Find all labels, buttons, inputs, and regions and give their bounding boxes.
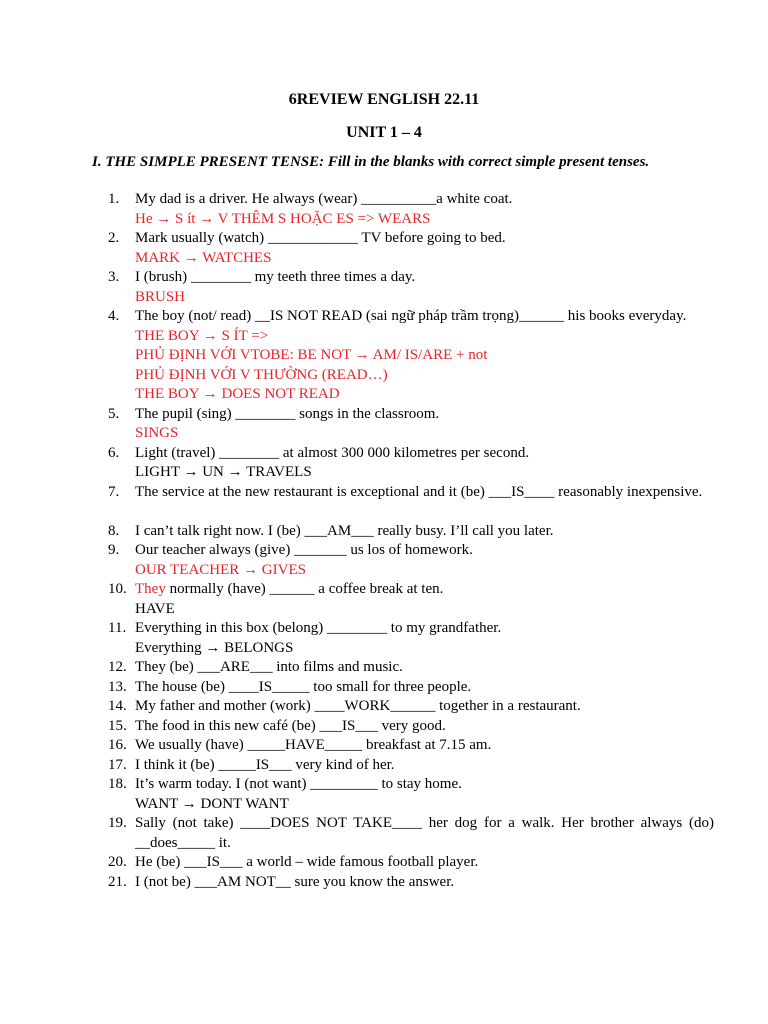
exercise-answer-note: WANT → DONT WANT <box>135 795 289 812</box>
exercise-question <box>135 814 714 853</box>
exercise-question <box>135 268 714 288</box>
exercise-item <box>0 678 768 698</box>
exercise-question <box>135 697 714 717</box>
exercise-item <box>0 619 768 658</box>
exercise-question <box>135 619 714 639</box>
exercise-question-text: Our teacher always (give) _______ us los of homework. <box>135 542 473 558</box>
exercise-question-text: It’s warm today. I (not want) _________ to stay home. <box>135 776 462 792</box>
exercise-item <box>0 756 768 776</box>
exercise-item <box>0 658 768 678</box>
exercise-question <box>135 717 714 737</box>
exercise-number: 21. <box>108 873 127 890</box>
exercise-item <box>0 736 768 756</box>
exercise-item <box>0 444 768 483</box>
exercise-answer-note: HAVE <box>135 600 175 617</box>
exercise-question-text: They (be) ___ARE___ into films and music. <box>135 659 403 675</box>
exercise-number: 20. <box>108 854 127 870</box>
exercise-answer-note: THE BOY → DOES NOT READ <box>135 386 340 402</box>
exercise-item <box>0 873 768 893</box>
exercise-question <box>135 775 714 795</box>
exercise-question-text: We usually (have) _____HAVE_____ breakfast at 7.15 am. <box>135 737 492 753</box>
exercise-body <box>135 697 714 717</box>
exercise-body <box>135 541 714 580</box>
exercise-question <box>135 541 714 561</box>
exercise-body <box>135 814 714 853</box>
exercise-number: 4. <box>108 308 120 324</box>
exercise-body <box>135 483 714 503</box>
exercise-answer-note: SINGS <box>135 425 179 441</box>
exercise-body <box>135 658 714 678</box>
exercise-item <box>0 307 768 405</box>
exercise-answer-note: He → S ít → V THÊM S HOẶC ES => WEARS <box>135 210 431 227</box>
exercise-list <box>0 190 768 892</box>
exercise-body <box>135 717 714 737</box>
exercise-question-text: The pupil (sing) ________ songs in the classroom. <box>135 405 440 422</box>
exercise-subject-highlight: They <box>135 581 166 597</box>
exercise-item <box>0 405 768 444</box>
exercise-body <box>135 229 714 268</box>
exercise-answer-note: MARK → WATCHES <box>135 249 272 266</box>
exercise-item <box>0 717 768 737</box>
exercise-item <box>0 522 768 542</box>
exercise-question-text: The food in this new café (be) ___IS___ very good. <box>135 717 446 734</box>
exercise-body <box>135 405 714 444</box>
exercise-body <box>135 678 714 698</box>
exercise-body <box>135 873 714 893</box>
exercise-question <box>135 580 714 600</box>
exercise-answer-note: BRUSH <box>135 288 186 305</box>
exercise-question <box>135 307 714 327</box>
exercise-item <box>0 775 768 814</box>
exercise-question <box>135 873 714 893</box>
exercise-question-text: My dad is a driver. He always (wear) __________a white coat. <box>135 191 513 207</box>
exercise-question-text: normally (have) ______ a coffee break at ten. <box>165 581 444 597</box>
exercise-question <box>135 229 714 249</box>
section-heading <box>92 153 714 173</box>
exercise-question <box>135 444 714 464</box>
exercise-question <box>135 853 714 873</box>
exercise-number: 17. <box>108 756 127 773</box>
exercise-question-text: I think it (be) _____IS___ very kind of her. <box>135 756 395 773</box>
exercise-body <box>135 522 714 542</box>
exercise-body <box>135 444 714 483</box>
exercise-number: 2. <box>108 230 120 246</box>
exercise-number: 18. <box>108 776 127 792</box>
exercise-question <box>135 658 714 678</box>
exercise-question-text: He (be) ___IS___ a world – wide famous football player. <box>135 854 479 870</box>
exercise-answer-note: Everything → BELONGS <box>135 639 294 656</box>
exercise-number: 9. <box>108 542 120 558</box>
exercise-number: 19. <box>108 815 127 831</box>
exercise-number: 10. <box>108 581 127 597</box>
exercise-item <box>0 853 768 873</box>
exercise-question <box>135 756 714 776</box>
exercise-item <box>0 814 768 853</box>
exercise-answer-note: PHỦ ĐỊNH VỚI VTOBE: BE NOT → AM/ IS/ARE + not <box>135 347 488 363</box>
exercise-number: 13. <box>108 678 127 695</box>
exercise-item <box>0 229 768 268</box>
exercise-number: 11. <box>108 620 127 636</box>
document-title: 6REVIEW ENGLISH 22.11 <box>288 91 480 108</box>
exercise-question-text: The house (be) ____IS_____ too small for three people. <box>135 678 472 695</box>
exercise-question <box>135 678 714 698</box>
exercise-number: 5. <box>108 405 120 422</box>
exercise-body <box>135 268 714 307</box>
document-subtitle: UNIT 1 – 4 <box>346 124 422 141</box>
empty-line <box>0 502 768 522</box>
exercise-body <box>135 307 714 405</box>
exercise-body <box>135 736 714 756</box>
exercise-item <box>0 541 768 580</box>
exercise-question-text: The boy (not/ read) __IS NOT READ (sai ngữ pháp trầm trọng)______ his books everyday. <box>135 308 687 324</box>
exercise-number: 3. <box>108 269 120 285</box>
exercise-number: 15. <box>108 717 127 734</box>
exercise-body <box>135 619 714 658</box>
exercise-number: 6. <box>108 444 120 461</box>
exercise-question-text: My father and mother (work) ____WORK______ together in a restaurant. <box>135 698 581 714</box>
exercise-question <box>135 190 714 210</box>
exercise-question-text: I can’t talk right now. I (be) ___AM___ really busy. I’ll call you later. <box>135 522 554 539</box>
exercise-body <box>135 775 714 814</box>
exercise-number: 7. <box>108 483 120 500</box>
exercise-question-text: The service at the new restaurant is exceptional and it (be) ___IS____ reasonably inexpensive. <box>135 483 703 500</box>
exercise-item <box>0 483 768 503</box>
section-heading-text: I. THE SIMPLE PRESENT TENSE: Fill in the blanks with correct simple present tenses. <box>92 154 650 170</box>
exercise-question-text: I (brush) ________ my teeth three times a day. <box>135 269 416 285</box>
exercise-number: 16. <box>108 737 127 753</box>
exercise-item <box>0 268 768 307</box>
exercise-question-text: Mark usually (watch) ____________ TV before going to bed. <box>135 230 506 246</box>
exercise-body <box>135 190 714 229</box>
exercise-body <box>135 756 714 776</box>
exercise-body <box>135 853 714 873</box>
exercise-number: 14. <box>108 698 127 714</box>
exercise-item <box>0 190 768 229</box>
exercise-question-text: Sally (not take) ____DOES NOT TAKE____ her dog for a walk. Her brother always (do) __does_____ it. <box>135 815 714 851</box>
exercise-answer-note: OUR TEACHER → GIVES <box>135 561 306 578</box>
exercise-question <box>135 522 714 542</box>
exercise-answer-note: PHỦ ĐỊNH VỚI V THƯỜNG (READ…) <box>135 366 388 383</box>
exercise-body <box>135 580 714 619</box>
exercise-question-text: Light (travel) ________ at almost 300 000 kilometres per second. <box>135 444 530 461</box>
exercise-item <box>0 580 768 619</box>
exercise-answer-note: LIGHT → UN → TRAVELS <box>135 464 312 480</box>
exercise-item <box>0 697 768 717</box>
exercise-answer-note: THE BOY → S ÍT => <box>135 327 269 344</box>
exercise-number: 12. <box>108 659 127 675</box>
exercise-number: 8. <box>108 522 120 539</box>
exercise-question-text: Everything in this box (belong) ________ to my grandfather. <box>135 620 502 636</box>
exercise-question <box>135 405 714 425</box>
exercise-question-text: I (not be) ___AM NOT__ sure you know the answer. <box>135 873 455 890</box>
exercise-number: 1. <box>108 191 120 207</box>
exercise-question <box>135 736 714 756</box>
exercise-question <box>135 483 714 503</box>
